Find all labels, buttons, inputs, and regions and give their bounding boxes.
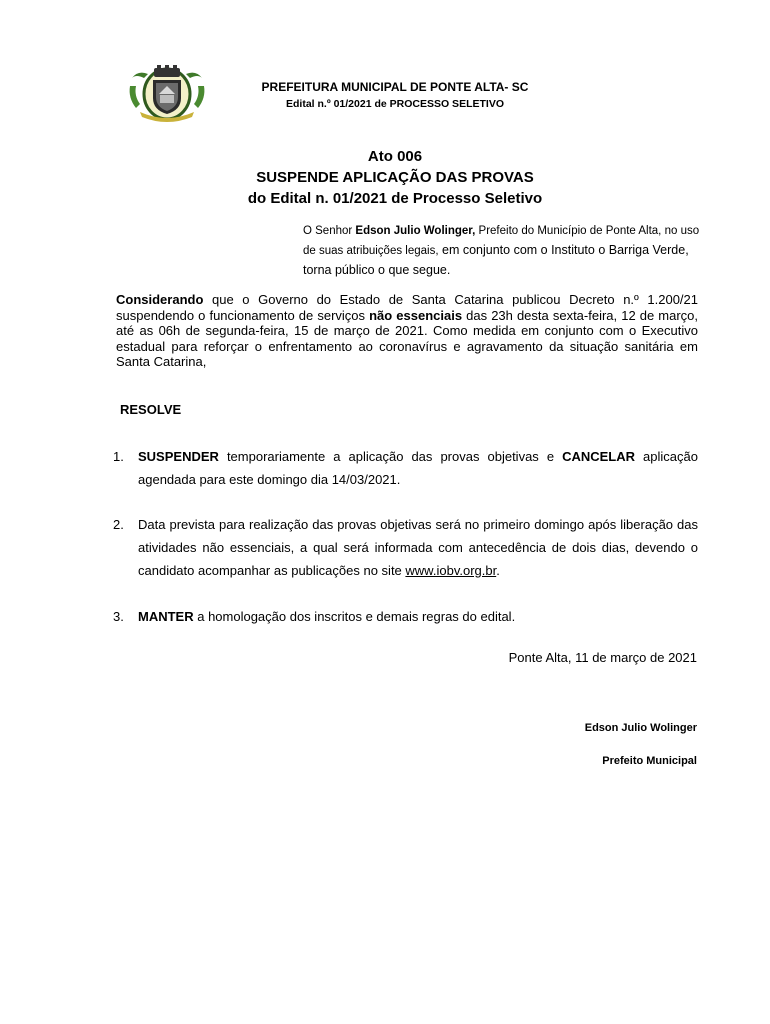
signatory-role: Prefeito Municipal bbox=[602, 755, 697, 767]
item-number: 1. bbox=[113, 449, 124, 464]
resolution-item bbox=[113, 445, 698, 491]
considerando-bold: não essenciais bbox=[369, 307, 463, 323]
preamble-text: em conjunto com o Instituto o Barriga Verde, torna público o que segue. bbox=[303, 243, 689, 277]
item-text: temporariamente a aplicação das provas objetivas e bbox=[218, 449, 563, 464]
item-keyword: SUSPENDER bbox=[138, 449, 219, 464]
considerando-paragraph bbox=[116, 292, 698, 370]
preamble-text: no uso de suas atribuições legais, bbox=[303, 225, 700, 257]
resolution-item bbox=[113, 605, 698, 628]
act-subject-title: SUSPENDE APLICAÇÃO DAS PROVAS bbox=[256, 169, 534, 186]
municipality-header: PREFEITURA MUNICIPAL DE PONTE ALTA- SC bbox=[261, 80, 529, 94]
considerando-text: que o Governo do Estado de Santa Catarina publicou Decreto n.º 1.200/21 suspendendo o funcionamento de serviços bbox=[116, 292, 698, 323]
item-text: Data prevista para realização das provas objetivas será no primeiro domingo após liberação das atividades não essenciais, a qual será informada com antecedência de dois dias, devendo o candidato acompanhar as publicações no site bbox=[138, 517, 698, 578]
act-edital-title: do Edital n. 01/2021 de Processo Seletivo bbox=[247, 190, 543, 207]
item-keyword: CANCELAR bbox=[562, 449, 636, 464]
preamble-paragraph bbox=[303, 222, 703, 281]
edital-subheader: Edital n.º 01/2021 de PROCESSO SELETIVO bbox=[286, 98, 504, 110]
item-text: . bbox=[496, 563, 500, 578]
municipal-coat-of-arms-icon bbox=[126, 64, 208, 122]
item-number: 2. bbox=[113, 517, 124, 532]
item-number: 3. bbox=[113, 609, 124, 624]
considerando-text: das 23h desta sexta-feira, 12 de março, até as 06h de segunda-feira, 15 de março de 2021. Como medida em conjunto com o Executivo estadual para reforçar o enfrentamento ao coronavírus e agravamento da situação sanitária em Santa Catarina, bbox=[116, 307, 699, 370]
item-keyword: MANTER bbox=[138, 609, 194, 624]
resolve-heading: RESOLVE bbox=[120, 402, 182, 417]
mayor-name-inline: Edson Julio Wolinger, bbox=[355, 225, 476, 237]
preamble-text: Prefeito do Município de Ponte Alta, bbox=[475, 225, 662, 237]
resolution-item bbox=[113, 513, 698, 582]
item-text: aplicação agendada para este domingo dia 14/03/2021. bbox=[138, 449, 698, 487]
date-line: Ponte Alta, 11 de março de 2021 bbox=[508, 650, 697, 665]
signatory-name: Edson Julio Wolinger bbox=[584, 722, 697, 734]
considerando-lead: Considerando bbox=[116, 292, 204, 307]
act-number-title: Ato 006 bbox=[367, 148, 423, 165]
item-text: a homologação dos inscritos e demais regras do edital. bbox=[193, 609, 516, 624]
iobv-website-link[interactable]: www.iobv.org.br bbox=[405, 563, 497, 578]
preamble-text: O Senhor bbox=[303, 225, 356, 237]
